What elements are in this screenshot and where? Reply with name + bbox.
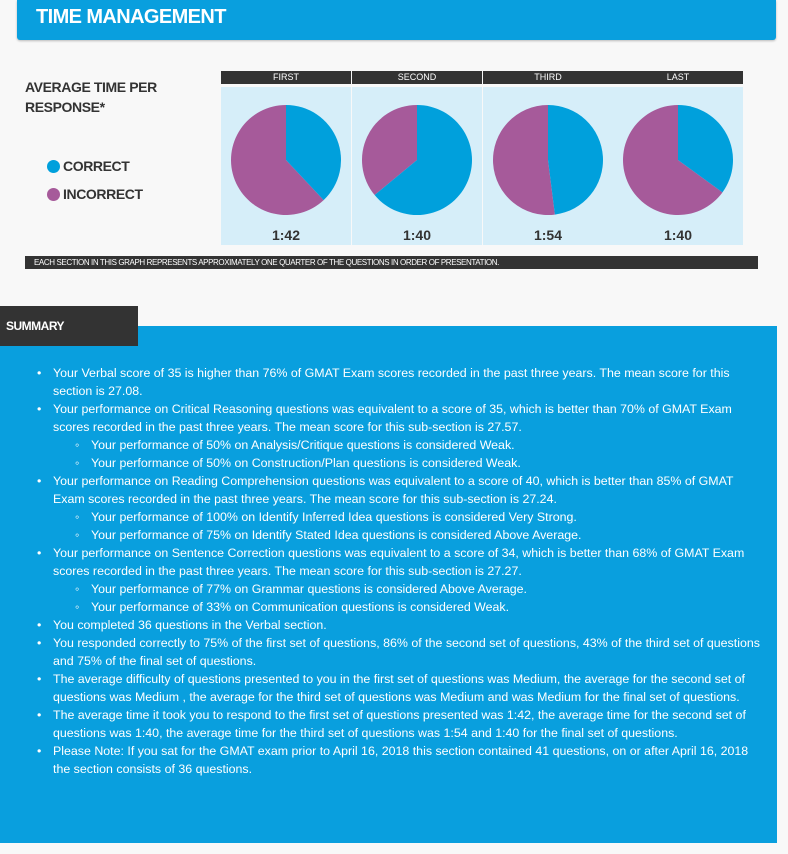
- summary-item: • The average difficulty of questions presented to you in the first set of questions was Medium, the average for the second set of questions was Medium , the average for the third set of questions was Medium and was Medium for the final set of questions.: [53, 670, 763, 706]
- summary-tab: SUMMARY: [0, 306, 138, 346]
- summary-item: • Your performance on Sentence Correction questions was equivalent to a score of 34, which is better than 68% of GMAT Exam scores recorded in the past three years. The mean score for this sub-section is 27.27.: [53, 544, 763, 580]
- pie-panel-heading: SECOND: [352, 71, 482, 84]
- pie-panel-body: [221, 87, 351, 245]
- legend-item-incorrect: [47, 180, 143, 208]
- pie-panel-time: 1:40: [402, 227, 432, 243]
- summary-subitem: ◦ Your performance of 77% on Grammar questions is considered Above Average.: [53, 580, 763, 598]
- pie-chart: [362, 105, 472, 215]
- pie-panel-body: [352, 87, 482, 245]
- legend-label-incorrect: INCORRECT: [63, 186, 143, 202]
- summary-item: • You completed 36 questions in the Verbal section.: [53, 616, 763, 634]
- summary-item: • The average time it took you to respond to the first set of questions presented was 1:42, the average time for the second set of questions was 1:40, the average time for the third set of questions was 1:54 and 1:40 for the final set of questions.: [53, 706, 763, 742]
- pie-chart: [231, 105, 341, 215]
- summary-subitem: ◦ Your performance of 33% on Communication questions is considered Weak.: [53, 598, 763, 616]
- pie-chart: [623, 105, 733, 215]
- pie-panel-third: [483, 71, 613, 245]
- chart-legend: [47, 152, 143, 208]
- correct-dot-icon: [47, 160, 60, 173]
- pie-slice-incorrect: [493, 105, 555, 215]
- summary-item: • Please Note: If you sat for the GMAT exam prior to April 16, 2018 this section contained 41 questions, on or after April 16, 2018 the section consists of 36 questions.: [53, 742, 763, 778]
- pie-panel-time: 1:54: [533, 227, 563, 243]
- chart-footnote: EACH SECTION IN THIS GRAPH REPRESENTS APPROXIMATELY ONE QUARTER OF THE QUESTIONS IN ORDER OF PRESENTATION.: [25, 256, 758, 269]
- summary-subitem: ◦ Your performance of 50% on Construction/Plan questions is considered Weak.: [53, 454, 763, 472]
- summary-subitem: ◦ Your performance of 50% on Analysis/Critique questions is considered Weak.: [53, 436, 763, 454]
- pie-slice-correct: [548, 105, 603, 215]
- pie-panel-last: [613, 71, 743, 245]
- summary-item: • You responded correctly to 75% of the first set of questions, 86% of the second set of questions, 43% of the third set of questions and 75% of the final set of questions.: [53, 634, 763, 670]
- pie-panel-heading: LAST: [613, 71, 743, 84]
- pie-panel-time: 1:40: [663, 227, 693, 243]
- summary-list: [53, 364, 763, 778]
- legend-item-correct: [47, 152, 143, 180]
- summary-panel: [0, 326, 777, 843]
- pie-panel-body: [483, 87, 613, 245]
- summary-item: • Your Verbal score of 35 is higher than 76% of GMAT Exam scores recorded in the past three years. The mean score for this section is 27.08.: [53, 364, 763, 400]
- pie-panel-heading: THIRD: [483, 71, 613, 84]
- pie-panel-first: [221, 71, 351, 245]
- pie-panel-body: [613, 87, 743, 245]
- pie-chart: [493, 105, 603, 215]
- summary-subitem: ◦ Your performance of 75% on Identify Stated Idea questions is considered Above Average.: [53, 526, 763, 544]
- summary-item: • Your performance on Critical Reasoning questions was equivalent to a score of 35, which is better than 70% of GMAT Exam scores recorded in the past three years. The mean score for this sub-section is 27.57.: [53, 400, 763, 436]
- summary-subitem: ◦ Your performance of 100% on Identify Inferred Idea questions is considered Very Strong.: [53, 508, 763, 526]
- pie-panel-second: [352, 71, 482, 245]
- average-time-label: AVERAGE TIME PER RESPONSE*: [25, 79, 157, 115]
- incorrect-dot-icon: [47, 188, 60, 201]
- page-title: TIME MANAGEMENT: [36, 6, 226, 28]
- pie-panel-heading: FIRST: [221, 71, 351, 84]
- legend-label-correct: CORRECT: [63, 158, 130, 174]
- pie-panel-time: 1:42: [271, 227, 301, 243]
- time-management-header: [17, 0, 776, 40]
- summary-item: • Your performance on Reading Comprehension questions was equivalent to a score of 40, which is better than 85% of GMAT Exam scores recorded in the past three years. The mean score for this sub-section is 27.24.: [53, 472, 763, 508]
